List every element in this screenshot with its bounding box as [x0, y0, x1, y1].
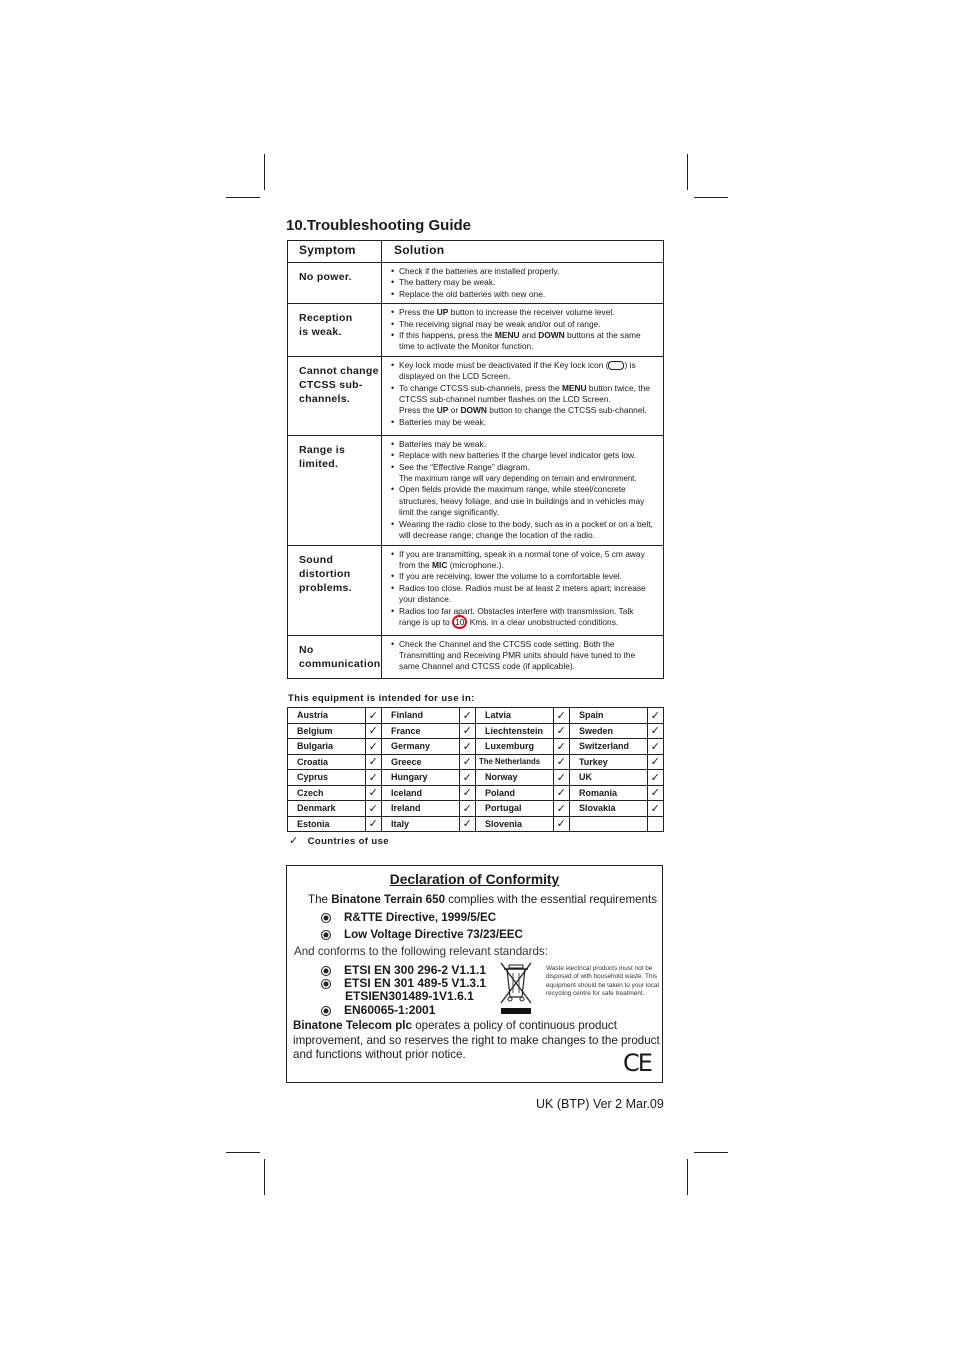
standard-item: ETSI EN 300 296-2 V1.1.1 [321, 963, 486, 977]
text: button to change the CTCSS sub-channel. [486, 405, 647, 416]
solution-cell [382, 435, 664, 545]
text: If you are transmitting, speak in a normal tone of voice, 5 cm away from the [399, 548, 645, 570]
table-row [288, 304, 664, 357]
directive-item: R&TTE Directive, 1999/5/EC [321, 911, 496, 924]
country-name: Cyprus [288, 770, 366, 786]
symptom-line: Range is limited. [299, 443, 346, 470]
check-icon: ✓ [553, 801, 569, 817]
keyword: UP [436, 307, 449, 318]
text: Batteries may be weak. [399, 416, 487, 427]
symptom-cell [288, 304, 382, 357]
country-name: Denmark [288, 801, 366, 817]
text: button to increase the receiver volume level. [448, 307, 615, 318]
text: The receiving signal may be weak and/or out of range. [399, 318, 601, 329]
bullet-icon [321, 966, 331, 976]
ce-mark-icon: CE [623, 1049, 651, 1077]
check-icon: ✓ [553, 754, 569, 770]
standard-item: ETSIEN301489-1V1.6.1 [345, 989, 474, 1003]
crop-mark [694, 197, 728, 198]
country-name: Austria [288, 708, 366, 724]
check-icon: ✓ [553, 708, 569, 724]
table-row [288, 545, 664, 635]
text: (microphone.). [447, 559, 504, 570]
troubleshooting-table [287, 240, 664, 679]
declaration-box [286, 865, 663, 1083]
text: See the “Effective Range” diagram. [399, 461, 530, 472]
keyword: MENU [494, 330, 520, 341]
solution-item [399, 417, 657, 428]
text: Key lock mode must be deactivated if the Key lock icon ( [399, 359, 609, 370]
solution-item [399, 519, 657, 542]
country-name: Poland [475, 785, 553, 801]
solution-item [399, 450, 657, 461]
country-row [288, 708, 664, 724]
symptom-line: CTCSS sub- [299, 378, 363, 391]
key-lock-icon [608, 361, 624, 370]
bullet-icon [321, 913, 331, 923]
solution-item [399, 307, 657, 318]
country-row [288, 754, 664, 770]
check-icon: ✓ [647, 739, 663, 755]
text: button twice, the CTCSS sub-channel number flashes on the LCD Screen. [399, 382, 650, 405]
check-icon: ✓ [647, 770, 663, 786]
check-icon: ✓ [553, 816, 569, 832]
solution-item [399, 583, 657, 606]
country-row [288, 785, 664, 801]
country-name: Spain [569, 708, 647, 724]
standard-item: EN60065-1:2001 [321, 1003, 435, 1017]
keyword: DOWN [538, 330, 565, 341]
country-row [288, 739, 664, 755]
country-row [288, 801, 664, 817]
check-icon: ✓ [459, 708, 475, 724]
standards-intro: And conforms to the following relevant standards: [294, 945, 548, 958]
standard-item: ETSI EN 301 489-5 V1.3.1 [321, 976, 486, 990]
text: and [519, 330, 539, 341]
text: The battery may be weak. [399, 277, 496, 288]
text: Kms. in a clear unobstructed conditions. [467, 616, 619, 627]
countries-table [287, 707, 664, 832]
company-text: operates a policy of continuous product improvement, and so reserves the right to make changes to the product and functions without prior notice. [293, 1019, 660, 1062]
check-icon: ✓ [459, 816, 475, 832]
use-title: This equipment is intended for use in: [288, 693, 475, 704]
symptom-line: Sound distortion [299, 553, 351, 580]
symptom-cell [288, 263, 382, 304]
check-icon: ✓ [459, 770, 475, 786]
solution-item [399, 484, 657, 518]
declaration-intro [308, 893, 657, 906]
text: Radios too far apart. Obstacles interfere with transmission. Talk range is up to [399, 605, 634, 627]
country-row [288, 723, 664, 739]
bullet-icon [321, 1006, 331, 1016]
solution-item [399, 319, 657, 330]
country-name: Bulgaria [288, 739, 366, 755]
country-name: Portugal [475, 801, 553, 817]
solution-item [399, 571, 657, 582]
section-title: 10.Troubleshooting Guide [286, 217, 472, 234]
country-name: Turkey [569, 754, 647, 770]
text: The maximum range will vary depending on terrain and environment. [399, 474, 637, 484]
check-icon: ✓ [365, 801, 381, 817]
solution-item [399, 277, 657, 288]
check-icon: ✓ [365, 708, 381, 724]
symptom-line: No power. [299, 271, 352, 283]
table-row [288, 435, 664, 545]
product-name: Binatone Terrain 650 [331, 893, 446, 906]
keyword: MENU [561, 382, 587, 393]
symptom-line: Reception [299, 312, 353, 325]
crop-mark [687, 1159, 688, 1195]
text: If this happens, press the [399, 330, 495, 341]
company-name: Binatone Telecom plc [293, 1019, 412, 1032]
company-statement [293, 1019, 661, 1063]
symptom-cell [288, 356, 382, 435]
text: Open fields provide the maximum range, while steel/concrete structures, heavy foliage, and use in buildings and in vehicles may limit the range significantly. [399, 484, 645, 518]
keyword: UP [436, 405, 449, 416]
symptom-line: No [299, 643, 314, 656]
table-row [288, 635, 664, 678]
check-icon: ✓ [647, 754, 663, 770]
country-name: Norway [475, 770, 553, 786]
check-icon: ✓ [459, 723, 475, 739]
text: Replace with new batteries if the charge level indicator gets low. [399, 450, 636, 461]
check-icon: ✓ [553, 770, 569, 786]
check-icon: ✓ [365, 770, 381, 786]
country-name: UK [569, 770, 647, 786]
bullet-icon [321, 930, 331, 940]
solution-item [399, 330, 657, 353]
country-name: Germany [381, 739, 459, 755]
solution-cell [382, 263, 664, 304]
check-icon: ✓ [553, 785, 569, 801]
text: Check if the batteries are installed properly. [399, 266, 560, 276]
check-icon: ✓ [365, 723, 381, 739]
solution-item [399, 439, 657, 450]
table-header-row [288, 241, 664, 263]
solution-item [399, 383, 657, 417]
country-name: Slovenia [475, 816, 553, 832]
check-icon: ✓ [459, 785, 475, 801]
intro-suffix: complies with the essential requirements [445, 893, 658, 906]
country-name: Czech [288, 785, 366, 801]
check-icon: ✓ [289, 835, 299, 847]
country-name [569, 816, 647, 832]
text: Radios too close. Radios must be at least 2 meters apart; increase your distance. [399, 582, 646, 605]
text: Press the [399, 405, 437, 416]
solution-cell [382, 304, 664, 357]
country-name: Estonia [288, 816, 366, 832]
symptom-line: channels. [299, 392, 351, 405]
highlighted-value: 10 [452, 615, 467, 629]
solution-cell [382, 545, 664, 635]
keyword: DOWN [460, 405, 487, 416]
solution-item [399, 462, 657, 485]
table-row [288, 263, 664, 304]
table-row [288, 356, 664, 435]
crossed-bin-icon [498, 961, 534, 1015]
check-icon: ✓ [365, 785, 381, 801]
symptom-line: problems. [299, 581, 352, 594]
crop-mark [226, 197, 260, 198]
solution-item [399, 289, 657, 300]
country-name: Greece [381, 754, 459, 770]
country-name: Croatia [288, 754, 366, 770]
check-icon: ✓ [553, 739, 569, 755]
weee-notice: Waste electrical products must not be disposed of with household waste. This equipment should be taken to your local recycling centre for safe treatment. [546, 965, 659, 998]
text: Replace the old batteries with new one. [399, 288, 546, 299]
text: If you are receiving, lower the volume to a comfortable level. [399, 571, 622, 582]
legend-label: Countries of use [307, 836, 389, 847]
check-icon: ✓ [647, 785, 663, 801]
intro-prefix: The [308, 893, 332, 906]
text: Batteries may be weak. [399, 438, 487, 449]
crop-mark [264, 154, 265, 190]
country-name: Romania [569, 785, 647, 801]
solution-item [399, 266, 657, 277]
country-name: Luxemburg [475, 739, 553, 755]
check-icon: ✓ [459, 801, 475, 817]
check-icon: ✓ [365, 739, 381, 755]
country-name: Sweden [569, 723, 647, 739]
directive-item: Low Voltage Directive 73/23/EEC [321, 928, 523, 941]
text: Press the [399, 307, 437, 318]
solution-item [399, 606, 657, 629]
country-name: Hungary [381, 770, 459, 786]
solution-header: Solution [382, 241, 664, 263]
check-icon: ✓ [459, 754, 475, 770]
country-name: The Netherlands [475, 754, 553, 770]
check-icon: ✓ [647, 723, 663, 739]
check-icon: ✓ [647, 801, 663, 817]
countries-legend [289, 834, 389, 847]
text: To change CTCSS sub-channels, press the [399, 382, 562, 393]
symptom-line: communication [299, 657, 381, 670]
country-name: France [381, 723, 459, 739]
country-name: Iceland [381, 785, 459, 801]
country-name: Belgium [288, 723, 366, 739]
solution-cell [382, 635, 664, 678]
symptom-line: is weak. [299, 326, 342, 339]
declaration-title: Declaration of Conformity [389, 872, 560, 887]
check-icon: ✓ [365, 816, 381, 832]
solution-item [399, 639, 657, 673]
country-name: Finland [381, 708, 459, 724]
country-name: Latvia [475, 708, 553, 724]
symptom-header: Symptom [288, 241, 382, 263]
symptom-cell [288, 635, 382, 678]
troubleshooting-body [288, 263, 664, 679]
solution-cell [382, 356, 664, 435]
symptom-cell [288, 435, 382, 545]
solution-item [399, 549, 657, 572]
symptom-line: Cannot change [299, 364, 379, 377]
country-name: Liechtenstein [475, 723, 553, 739]
symptom-cell [288, 545, 382, 635]
crop-mark [694, 1152, 728, 1153]
crop-mark [226, 1152, 260, 1153]
text: buttons at the same time to activate the Monitor function. [399, 330, 641, 352]
country-name: Ireland [381, 801, 459, 817]
check-icon [647, 816, 663, 832]
check-icon: ✓ [553, 723, 569, 739]
text: ) is displayed on the LCD Screen. [399, 359, 636, 382]
country-name: Switzerland [569, 739, 647, 755]
country-row [288, 770, 664, 786]
text: Check the Channel and the CTCSS code setting. Both the Transmitting and Receiving PMR units should have tuned to the same Channel and CTCSS code (if applicable). [399, 638, 636, 672]
country-row [288, 816, 664, 832]
crop-mark [264, 1159, 265, 1195]
text: Wearing the radio close to the body, such as in a pocket or on a belt, will decrease range; change the location of the radio. [399, 518, 653, 541]
country-name: Italy [381, 816, 459, 832]
check-icon: ✓ [365, 754, 381, 770]
solution-item [399, 360, 657, 383]
check-icon: ✓ [459, 739, 475, 755]
version-label: UK (BTP) Ver 2 Mar.09 [536, 1097, 664, 1111]
bullet-icon [321, 979, 331, 989]
check-icon: ✓ [647, 708, 663, 724]
country-name: Slovakia [569, 801, 647, 817]
text: or [448, 405, 461, 416]
keyword: MIC [432, 559, 448, 570]
crop-mark [687, 154, 688, 190]
